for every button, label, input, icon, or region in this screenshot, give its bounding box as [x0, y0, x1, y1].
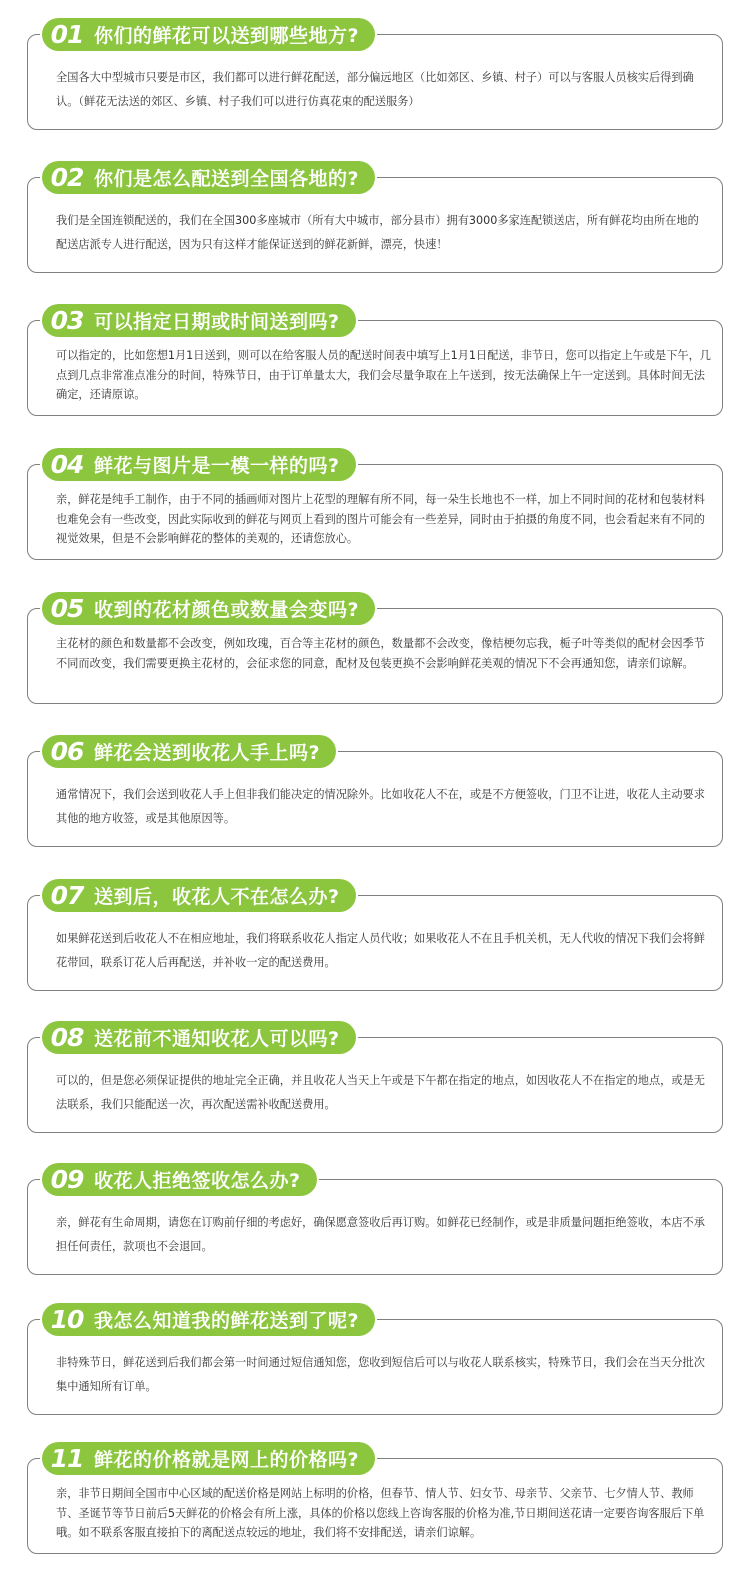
question-number: 10 [50, 1305, 84, 1334]
answer-text: 可以指定的，比如您想1月1日送到，则可以在给客服人员的配送时间表中填写上1月1日配送，非节日，您可以指定上午或是下午，几点到几点非常准点准分的时间，特殊节日，由于订单量太大，我们会尽量争取在上午送到，按无法确保上午一定送到。具体时间无法确定，还请原谅。 [56, 349, 711, 401]
faq-item-02 [0, 159, 750, 290]
faq-item-03 [0, 302, 750, 433]
question-banner [42, 1303, 375, 1336]
question-text: 可以指定日期或时间送到吗? [94, 311, 340, 333]
faq-item-11 [0, 1440, 750, 1571]
question-banner [42, 735, 336, 768]
question-banner [42, 448, 356, 481]
question-text: 鲜花与图片是一模一样的吗? [94, 455, 340, 477]
answer-text: 全国各大中型城市只要是市区，我们都可以进行鲜花配送，部分偏远地区（比如郊区、乡镇、村子）可以与客服人员核实后得到确认。（鲜花无法送的郊区、乡镇、村子我们可以进行仿真花束的配送服务） [56, 71, 694, 108]
faq-item-01 [0, 16, 750, 147]
question-number: 08 [50, 1023, 84, 1052]
question-text: 送到后，收花人不在怎么办? [94, 886, 340, 908]
question-text: 你们是怎么配送到全国各地的? [94, 168, 360, 190]
question-text: 我怎么知道我的鲜花送到了呢? [94, 1310, 360, 1332]
question-number: 07 [50, 881, 84, 910]
question-number: 09 [50, 1165, 84, 1194]
faq-item-05 [0, 590, 750, 721]
question-banner [42, 304, 356, 337]
answer-text: 可以的，但是您必须保证提供的地址完全正确，并且收花人当天上午或是下午都在指定的地点，如因收花人不在指定的地点，或是无法联系，我们只能配送一次，再次配送需补收配送费用。 [56, 1074, 705, 1111]
faq-item-10 [0, 1301, 750, 1432]
question-banner [42, 1021, 356, 1054]
question-banner [42, 592, 375, 625]
answer-text: 亲，非节日期间全国市中心区域的配送价格是网站上标明的价格，但春节、情人节、妇女节、母亲节、父亲节、七夕情人节、教师节、圣诞节等节日前后5天鲜花的价格会有所上涨，具体的价格以您线上咨询客服的价格为准,节日期间送花请一定要咨询客服后下单哦。如不联系客服直接拍下的离配送点较远的地址，我们将不安排配送，请亲们谅解。 [56, 1487, 705, 1539]
question-text: 鲜花会送到收花人手上吗? [94, 742, 321, 764]
question-banner [42, 1442, 375, 1475]
question-text: 你们的鲜花可以送到哪些地方? [94, 25, 360, 47]
answer-text: 非特殊节日，鲜花送到后我们都会第一时间通过短信通知您，您收到短信后可以与收花人联系核实，特殊节日，我们会在当天分批次集中通知所有订单。 [56, 1356, 705, 1393]
question-banner [42, 18, 375, 51]
faq-item-09 [0, 1161, 750, 1292]
faq-item-07 [0, 877, 750, 1008]
answer-text: 主花材的颜色和数量都不会改变，例如玫瑰，百合等主花材的颜色，数量都不会改变，像桔梗勿忘我，栀子叶等类似的配材会因季节不同而改变，我们需要更换主花材的，会征求您的同意，配材及包装更换不会影响鲜花美观的情况下不会再通知您，请亲们谅解。 [56, 637, 705, 670]
question-text: 收花人拒绝签收怎么办? [94, 1170, 301, 1192]
question-text: 送花前不通知收花人可以吗? [94, 1028, 340, 1050]
question-number: 02 [50, 163, 84, 192]
faq-item-04 [0, 446, 750, 577]
faq-item-06 [0, 733, 750, 864]
question-banner [42, 1163, 317, 1196]
question-number: 11 [50, 1444, 84, 1473]
question-number: 06 [50, 737, 84, 766]
question-text: 鲜花的价格就是网上的价格吗? [94, 1449, 360, 1471]
question-number: 01 [50, 20, 84, 49]
answer-text: 亲，鲜花有生命周期，请您在订购前仔细的考虑好，确保愿意签收后再订购。如鲜花已经制作，或是非质量问题拒绝签收，本店不承担任何责任，款项也不会退回。 [56, 1216, 705, 1253]
question-number: 05 [50, 594, 84, 623]
answer-text: 亲，鲜花是纯手工制作，由于不同的插画师对图片上花型的理解有所不同，每一朵生长地也不一样，加上不同时间的花材和包装材料也难免会有一些改变，因此实际收到的鲜花与网页上看到的图片可能会有一些差异，同时由于拍摄的角度不同，也会看起来有不同的视觉效果，但是不会影响鲜花的整体的美观的，还请您放心。 [56, 493, 705, 545]
answer-text: 通常情况下，我们会送到收花人手上但非我们能决定的情况除外。比如收花人不在，或是不方便签收，门卫不让进，收花人主动要求其他的地方收签，或是其他原因等。 [56, 788, 705, 825]
question-number: 03 [50, 306, 84, 335]
question-text: 收到的花材颜色或数量会变吗? [94, 599, 360, 621]
answer-text: 如果鲜花送到后收花人不在相应地址，我们将联系收花人指定人员代收；如果收花人不在且手机关机，无人代收的情况下我们会将鲜花带回，联系订花人后再配送，并补收一定的配送费用。 [56, 932, 705, 969]
answer-text: 我们是全国连锁配送的，我们在全国300多座城市（所有大中城市，部分县市）拥有3000多家连配锁送店，所有鲜花均由所在地的配送店派专人进行配送，因为只有这样才能保证送到的鲜花新鲜，漂亮，快速！ [56, 214, 699, 251]
question-banner [42, 161, 375, 194]
faq-item-08 [0, 1019, 750, 1150]
question-banner [42, 879, 356, 912]
question-number: 04 [50, 450, 84, 479]
